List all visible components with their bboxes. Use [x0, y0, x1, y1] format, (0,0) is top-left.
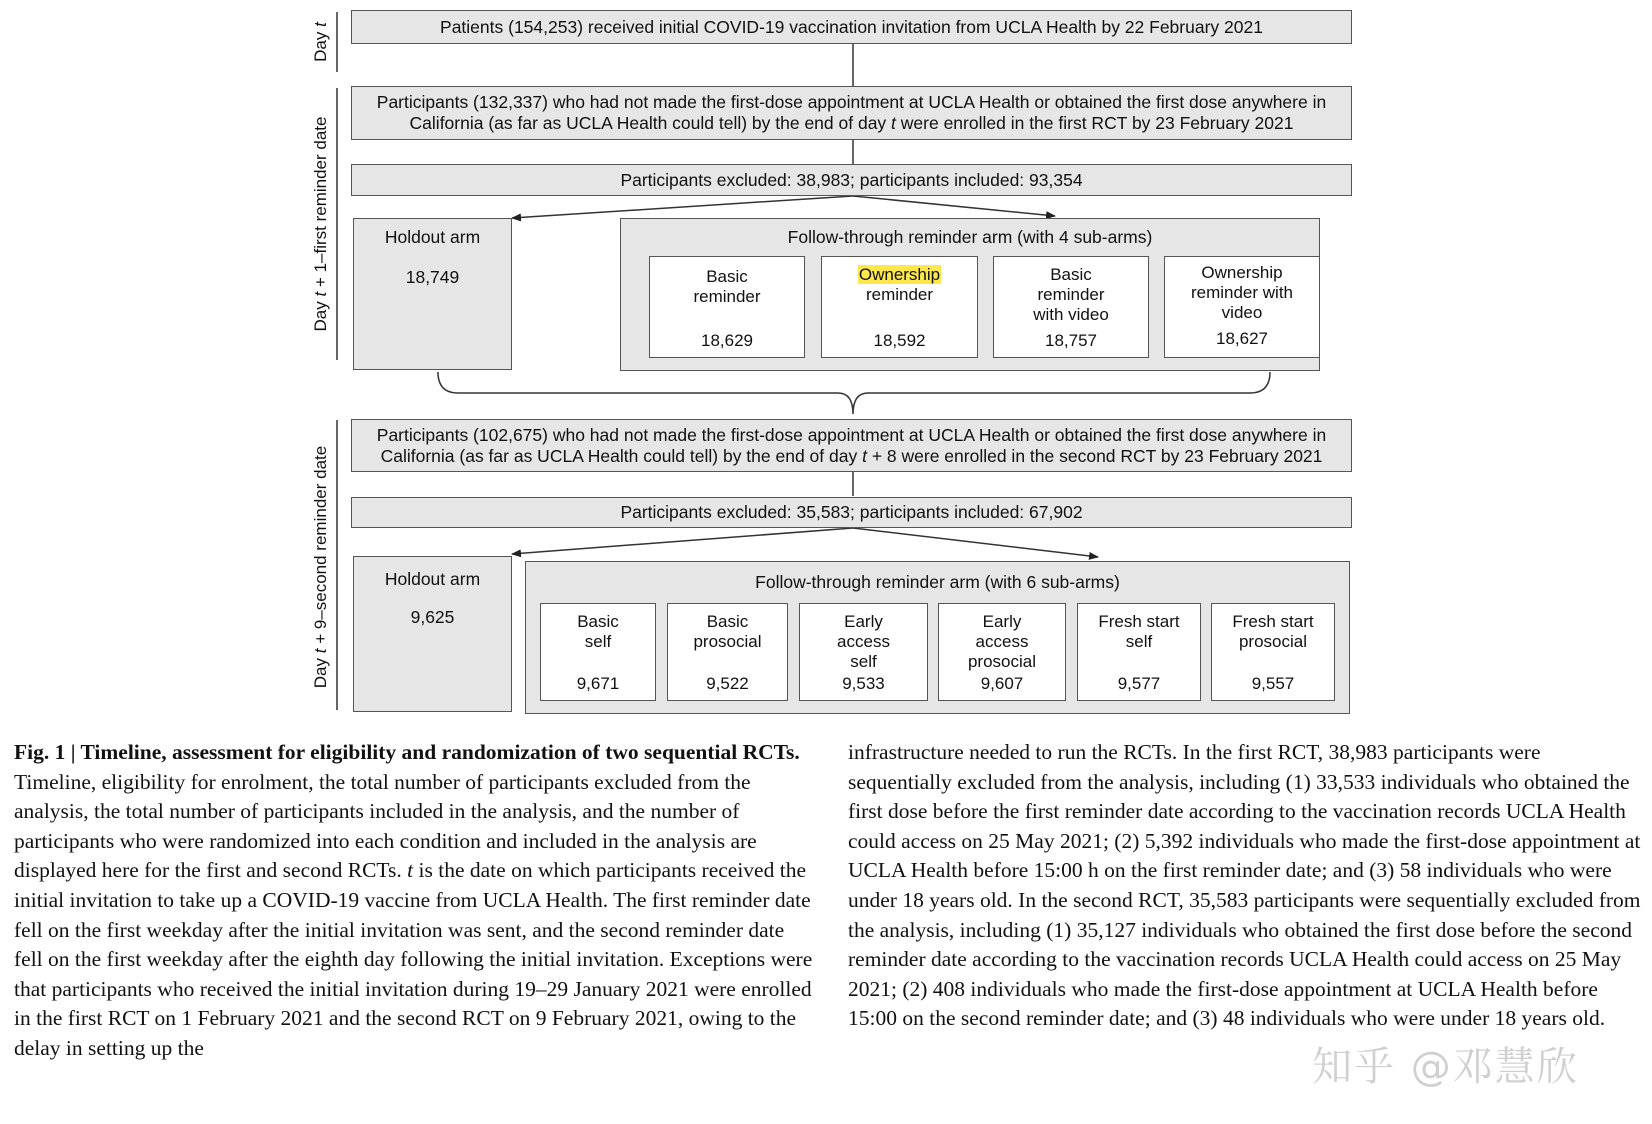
rct1-holdout-title: Holdout arm — [384, 227, 481, 247]
rct1-subarm-ownership-reminder: Ownership reminder 18,592 — [821, 256, 978, 358]
rct1-followthrough-title: Follow-through reminder arm (with 4 sub-arms) — [787, 227, 1153, 247]
arrow-rct1-holdout — [512, 196, 853, 218]
rct2-enrolment-box: Participants (102,675) who had not made the first-dose appointment at UCLA Health or obtained the first dose anywhere in California (as far as UCLA Health could tell) by the end of day t + 8 were enrolled in the second RCT by 23 February 2021 — [351, 419, 1352, 472]
rct2-holdout-value: 9,625 — [410, 607, 455, 627]
rct1-subarm-ownership-video: Ownership reminder with video 18,627 — [1164, 256, 1320, 358]
rct2-subarm-early-access-prosocial: Early access prosocial 9,607 — [938, 603, 1066, 701]
rct2-subarm-fresh-start-prosocial: Fresh start prosocial 9,557 — [1211, 603, 1335, 701]
rct2-subarm-early-access-self: Early access self 9,533 — [799, 603, 928, 701]
arrow-rct1-followthrough — [853, 196, 1055, 216]
rct2-subarm-basic-self: Basic self 9,671 — [540, 603, 656, 701]
rct1-holdout-arm — [353, 218, 512, 370]
initial-invitation-box: Patients (154,253) received initial COVID-19 vaccination invitation from UCLA Health by 22 February 2021 — [351, 10, 1352, 44]
rct1-exclusion-box: Participants excluded: 38,983; participants included: 93,354 — [351, 164, 1352, 196]
figure-label: Fig. 1 | Timeline, assessment for eligibility and randomization of two sequential RCTs. — [14, 740, 800, 764]
rct1-enrolment-box: Participants (132,337) who had not made the first-dose appointment at UCLA Health or obtained the first dose anywhere in California (as far as UCLA Health could tell) by the end of day t were enrolled in the first RCT by 23 February 2021 — [351, 86, 1352, 140]
rct2-subarm-basic-prosocial: Basic prosocial 9,522 — [667, 603, 788, 701]
figure-caption-left: Fig. 1 | Timeline, assessment for eligibility and randomization of two sequential RCTs. Timeline, eligibility for enrolment, the total number of participants excluded from the analysis, the total number of participants included in the analysis, and the number of participants who were randomized into each condition and included in the analysis are displayed here for the first and second RCTs. t is the date on which participants received the initial invitation to take up a COVID-19 vaccine from UCLA Health. The first reminder date fell on the first weekday after the initial invitation was sent, and the second reminder date fell on the first weekday after the eighth day following the initial invitation. Exceptions were that participants who received the initial invitation during 19–29 January 2021 were enrolled in the first RCT on 1 February 2021 and the second RCT on 9 February 2021, owing to the delay in setting up the — [14, 740, 813, 1060]
watermark: 知乎 @邓慧欣 — [1312, 1044, 1579, 1090]
rct2-exclusion-box: Participants excluded: 35,583; participants included: 67,902 — [351, 497, 1352, 528]
merge-brace — [438, 372, 1270, 414]
rct2-subarm-fresh-start-self: Fresh start self 9,577 — [1077, 603, 1201, 701]
rct1-subarm-basic-video: Basic reminder with video 18,757 — [993, 256, 1149, 358]
figure-caption-right: infrastructure needed to run the RCTs. In the first RCT, 38,983 participants were sequentially excluded from the analysis, including (1) 33,533 individuals who obtained the first dose before the first reminder date according to the vaccination records UCLA Health could access on 25 May 2021; (2) 5,392 individuals who made the first-dose appointment at UCLA Health before 15:00 h on the first reminder date; and (3) 58 individuals who were under 18 years old. In the second RCT, 35,583 participants were sequentially excluded from the analysis, including (1) 35,127 individuals who obtained the first dose before the second reminder date according to the vaccination records UCLA Health could access on 25 May 2021; (2) 408 individuals who made the first-dose appointment at UCLA Health before 15:00 on the second reminder date; and (3) 48 individuals who were under 18 years old. — [848, 740, 1641, 1031]
rct1-subarm-basic-reminder: Basic reminder 18,629 — [649, 256, 805, 358]
rct2-holdout-arm — [353, 556, 512, 712]
rct2-holdout-title: Holdout arm — [384, 569, 481, 589]
rct1-holdout-value: 18,749 — [405, 267, 460, 287]
first-reminder-label: Day t + 1–first reminder date — [311, 116, 330, 332]
second-reminder-label: Day t + 9–second reminder date — [311, 445, 330, 689]
arrow-rct2-holdout — [512, 528, 853, 554]
highlighted-word: Ownership — [858, 265, 941, 284]
day-t-label: Day t — [311, 22, 330, 62]
rct2-followthrough-title: Follow-through reminder arm (with 6 sub-arms) — [755, 572, 1120, 592]
arrow-rct2-followthrough — [853, 528, 1098, 557]
